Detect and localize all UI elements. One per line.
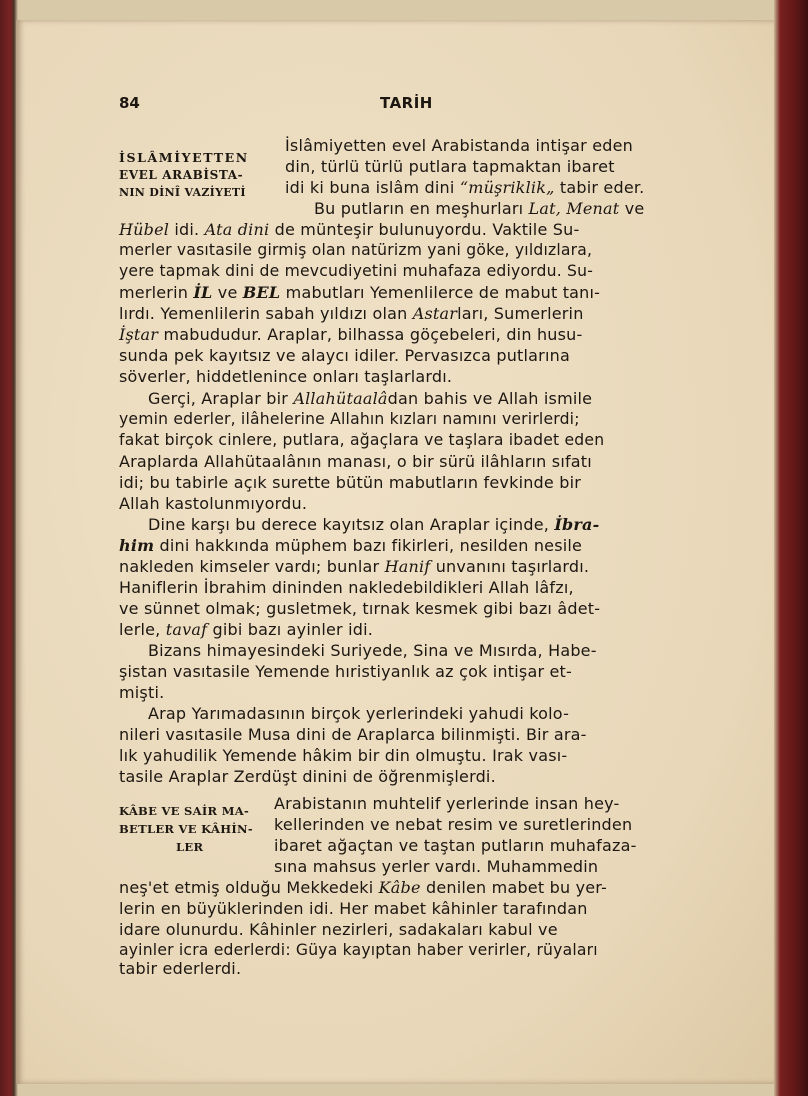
sidenote-1-line-1: İSLÂMİYETTEN <box>119 150 249 165</box>
text-line: kellerinden ve nebat resim ve suretlerinden <box>274 815 633 834</box>
text-line: İslâmiyetten evel Arabistanda intişar eden <box>285 136 633 155</box>
sidenote-2-line-1: KÂBE VE SAİR MA- <box>119 804 250 818</box>
text-line: tabir ederlerdi. <box>119 959 242 978</box>
text-line: İştar mabududur. Araplar, bilhassa göçebeleri, din husu- <box>119 325 583 344</box>
text-line: Hübel idi. Ata dini de münteşir bulunuyordu. Vaktile Su- <box>119 220 580 239</box>
text-line: lık yahudilik Yemende hâkim bir din olmuştu. Irak vası- <box>119 746 568 765</box>
text-line: ve sünnet olmak; gusletmek, tırnak kesmek gibi bazı âdet- <box>119 599 601 618</box>
text-line: Gerçi, Araplar bir Allahütaalâdan bahis ve Allah ismile <box>148 389 593 408</box>
page-number: 84 <box>119 94 140 112</box>
text-line: Bizans himayesindeki Suriyede, Sina ve Mısırda, Habe- <box>148 641 597 660</box>
text-line: Dine karşı bu derece kayıtsız olan Araplar içinde, İbra- <box>148 515 600 534</box>
text-line: merler vasıtasile girmiş olan natürizm yani göke, yıldızlara, <box>119 241 593 259</box>
text-line: yere tapmak dini de mevcudiyetini muhafaza ediyordu. Su- <box>119 262 594 280</box>
text-line: idare olunurdu. Kâhinler nezirleri, sadakaları kabul ve <box>119 920 558 939</box>
text-line: Haniflerin İbrahim dininden nakledebildikleri Allah lâfzı, <box>119 578 574 597</box>
text-line: sına mahsus yerler vardı. Muhammedin <box>274 857 599 876</box>
sidenote-1-line-3: NIN DİNÎ VAZİYETİ <box>119 186 246 199</box>
sidenote-2-line-2: BETLER VE KÂHİN- <box>119 822 253 836</box>
text-line: lerle, tavaf gibi bazı ayinler idi. <box>119 620 374 639</box>
text-line: Araplarda Allahütaalânın manası, o bir sürü ilâhların sıfatı <box>119 452 592 471</box>
text-line: Bu putların en meşhurları Lat, Menat ve <box>314 199 645 218</box>
running-title: TARİH <box>380 94 433 112</box>
text-line: sunda pek kayıtsız ve alaycı idiler. Pervasızca putlarına <box>119 346 570 365</box>
text-line: nakleden kimseler vardı; bunlar Hanif unvanını taşırlardı. <box>119 557 590 576</box>
book-cover-edge <box>774 0 808 1096</box>
text-line: Allah kastolunmıyordu. <box>119 494 308 513</box>
sidenote-2-line-3: LER <box>176 840 204 854</box>
text-line: him dini hakkında müphem bazı fikirleri, nesilden nesile <box>119 536 583 555</box>
text-line: fakat birçok cinlere, putlara, ağaçlara ve taşlara ibadet eden <box>119 431 605 449</box>
text-line: din, türlü türlü putlara tapmaktan ibaret <box>285 157 615 176</box>
text-line: tasile Araplar Zerdüşt dinini de öğrenmişlerdi. <box>119 767 496 786</box>
text-line: Arap Yarımadasının birçok yerlerindeki yahudi kolo- <box>148 704 570 723</box>
text-line: mişti. <box>119 683 165 702</box>
text-line: nileri vasıtasile Musa dini de Araplarca bilinmişti. Bir ara- <box>119 725 587 744</box>
text-line: idi ki buna islâm dini “müşriklik„ tabir eder. <box>285 178 645 197</box>
text-line: idi; bu tabirle açık surette bütün mabutların fevkinde bir <box>119 473 582 492</box>
text-line: neş'et etmiş olduğu Mekkedeki Kâbe denilen mabet bu yer- <box>119 878 608 897</box>
sidenote-1-line-2: EVEL ARABİSTA- <box>119 168 244 182</box>
text-line: söverler, hiddetlenince onları taşlarlardı. <box>119 367 453 386</box>
text-line: lerin en büyüklerinden idi. Her mabet kâhinler tarafından <box>119 899 588 918</box>
text-line: şistan vasıtasile Yemende hıristiyanlık az çok intişar et- <box>119 662 573 681</box>
text-line: lırdı. Yemenlilerin sabah yıldızı olan Astarları, Sumerlerin <box>119 304 584 323</box>
text-line: ibaret ağaçtan ve taştan putların muhafaza- <box>274 836 637 855</box>
text-line: yemin ederler, ilâhelerine Allahın kızları namını verirlerdi; <box>119 410 580 428</box>
text-line: Arabistanın muhtelif yerlerinde insan hey- <box>274 794 620 813</box>
text-line: ayinler icra ederlerdi: Güya kayıptan haber verirler, rüyaları <box>119 941 598 959</box>
text-line: merlerin İL ve BEL mabutları Yemenlilerce de mabut tanı- <box>119 283 601 302</box>
